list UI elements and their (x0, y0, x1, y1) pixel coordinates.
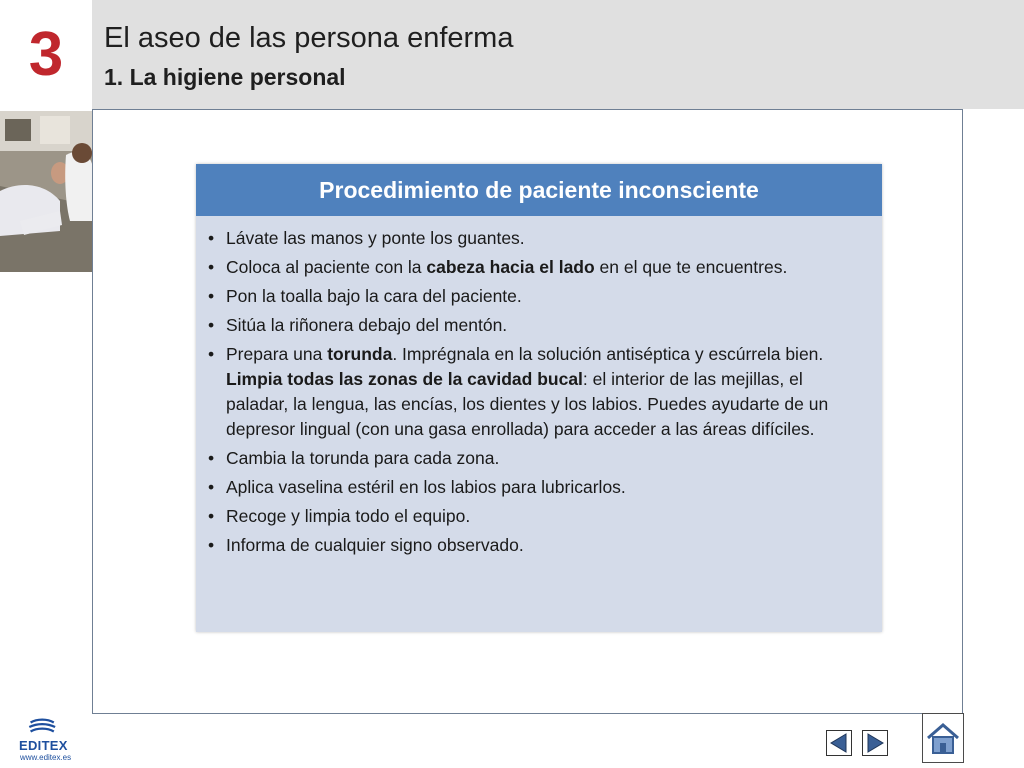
next-slide-button[interactable] (862, 730, 888, 756)
step-text: Recoge y limpia todo el equipo. (226, 506, 471, 526)
page-title: El aseo de las persona enferma (104, 22, 514, 54)
procedure-step (206, 342, 868, 442)
nurse-patient-photo (0, 111, 93, 272)
editex-url[interactable]: www.editex.es (20, 753, 72, 762)
procedure-step (206, 255, 868, 280)
step-text: en el que te encuentres. (594, 257, 788, 277)
triangle-left-icon (827, 731, 851, 755)
panel-heading: Procedimiento de paciente inconsciente (196, 164, 882, 216)
prev-slide-button[interactable] (826, 730, 852, 756)
step-text: Lávate las manos y ponte los guantes. (226, 228, 525, 248)
procedure-step (206, 284, 868, 309)
step-text: Cambia la torunda para cada zona. (226, 448, 500, 468)
procedure-step (206, 226, 868, 251)
step-text: Informa de cualquier signo observado. (226, 535, 524, 555)
triangle-right-icon (863, 731, 887, 755)
step-text: Coloca al paciente con la (226, 257, 427, 277)
step-text: . Imprégnala en la solución antiséptica y escúrrela bien. (392, 344, 824, 364)
step-text: Sitúa la riñonera debajo del mentón. (226, 315, 508, 335)
step-emphasis: Limpia todas las zonas de la cavidad bucal (226, 369, 583, 389)
procedure-panel (196, 164, 882, 632)
home-icon (923, 714, 963, 762)
home-button[interactable] (922, 713, 964, 763)
step-text: Prepara una (226, 344, 328, 364)
editex-logo-text: EDITEX (19, 738, 68, 753)
procedure-step (206, 504, 868, 529)
step-text: Pon la toalla bajo la cara del paciente. (226, 286, 522, 306)
step-text: : el interior de las mejillas, el paladar, la lengua, las encías, los dientes y los labios. Puedes ayudarte de un depresor lingual (con una gasa enrollada) para acceder a las áreas difíciles. (226, 369, 829, 439)
procedure-step (206, 475, 868, 500)
chapter-number: 3 (28, 20, 64, 89)
procedure-step (206, 446, 868, 471)
step-emphasis: torunda (327, 344, 393, 364)
procedure-list (206, 226, 868, 562)
page-subtitle: 1. La higiene personal (104, 64, 346, 90)
step-text: Aplica vaselina estéril en los labios para lubricarlos. (226, 477, 626, 497)
procedure-step (206, 533, 868, 558)
procedure-step (206, 313, 868, 338)
step-emphasis: cabeza hacia el lado (426, 257, 595, 277)
